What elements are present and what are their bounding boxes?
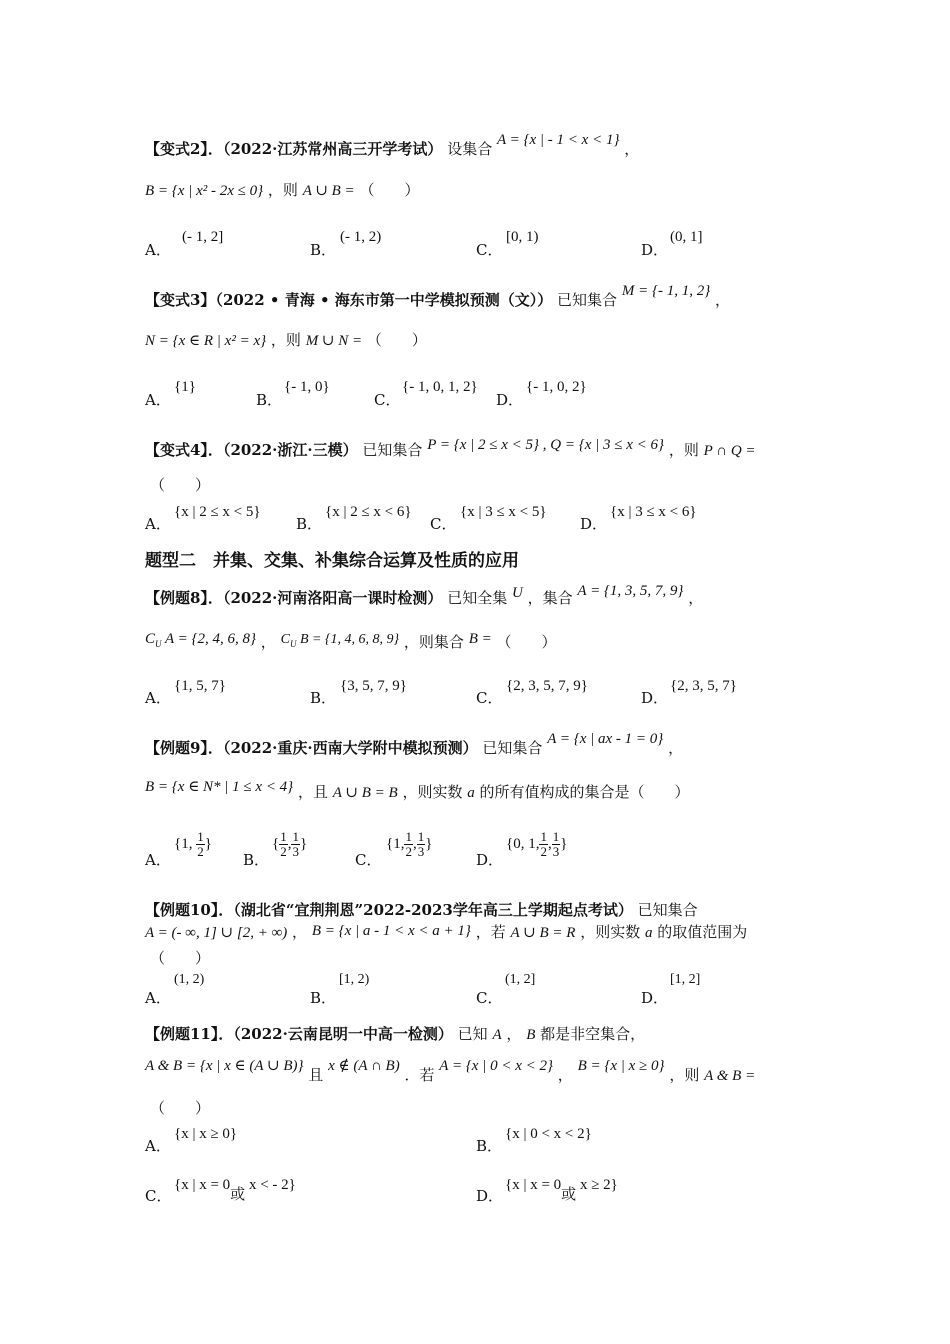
- expression: A & B =: [704, 1068, 756, 1084]
- text: ，则: [270, 331, 301, 349]
- option-a-value: {1}: [174, 379, 196, 395]
- problem-variant-2-line2: [145, 180, 419, 201]
- text: ，: [624, 140, 640, 158]
- text: ，则: [669, 1066, 700, 1084]
- set-a-definition: A = {1, 3, 5, 7, 9}: [577, 583, 684, 599]
- example-8: [145, 583, 704, 609]
- answer-paren: （ ）: [366, 331, 427, 349]
- problem-variant-2: [145, 132, 640, 160]
- option-b-value: {x | 0 < x < 2}: [505, 1126, 592, 1142]
- option-label-a: A．: [145, 1137, 171, 1155]
- option-label-d: D．: [476, 851, 504, 869]
- answer-paren: （ ）: [150, 1099, 211, 1117]
- set-a-definition: A = {x | 0 < x < 2}: [439, 1058, 553, 1074]
- option-label-d: D．: [641, 689, 669, 707]
- text: ，则集合: [403, 633, 464, 651]
- option-label-a: A．: [145, 515, 171, 533]
- text: ，: [688, 589, 704, 607]
- text: ，若: [475, 923, 506, 941]
- answer-paren: （ ）: [150, 476, 211, 494]
- option-b-value: [1, 2): [339, 972, 370, 987]
- set-b-definition: B = {x | a - 1 < x < a + 1}: [311, 923, 471, 939]
- option-label-b: B．: [256, 391, 283, 409]
- text: 都是非空集合，: [540, 1025, 646, 1043]
- problem-tag: 【例题8】．（2022·河南洛阳高一课时检测）: [145, 589, 443, 607]
- option-label-c: C．: [476, 241, 503, 259]
- text: ，则: [267, 181, 298, 199]
- text: 已知全集: [447, 589, 508, 607]
- text: ，集合: [527, 589, 573, 607]
- option-c-value: {x | x = 0或 x < - 2}: [174, 1177, 296, 1203]
- option-label-d: D．: [476, 1187, 504, 1205]
- option-b-value: (- 1, 2): [340, 229, 382, 245]
- example-8-line2: [145, 632, 557, 658]
- condition: A ∪ B = B: [332, 785, 398, 801]
- problem-variant-3-line2: [145, 330, 427, 351]
- option-a-value: {x | 2 ≤ x < 5}: [174, 504, 261, 520]
- example-10-line2: [145, 922, 747, 943]
- definition-cond: x ∉ (A ∩ B): [328, 1058, 400, 1074]
- option-label-a: A．: [145, 391, 171, 409]
- option-b-value: {- 1, 0}: [284, 379, 330, 395]
- option-c-value: [0, 1): [506, 229, 539, 245]
- set-b-definition: B = {x | x ≥ 0}: [577, 1058, 665, 1074]
- set-m-definition: M = {- 1, 1, 2}: [621, 283, 711, 299]
- option-d-value: {x | x = 0或 x ≥ 2}: [505, 1177, 618, 1203]
- option-b-value: {3, 5, 7, 9}: [340, 678, 407, 694]
- text: 已知: [457, 1025, 488, 1043]
- option-label-a: A．: [145, 989, 171, 1007]
- text: 的所有值构成的集合是（ ）: [479, 783, 690, 801]
- text: ，: [557, 1066, 573, 1084]
- option-label-c: C．: [476, 989, 503, 1007]
- answer-paren: （ ）: [150, 949, 211, 967]
- option-label-b: B．: [243, 851, 270, 869]
- option-d-value: {x | 3 ≤ x < 6}: [610, 504, 697, 520]
- option-d-value: {0, 1, $\frac{1}{2}$ , $\frac{1}{3}$ }: [506, 829, 568, 859]
- example-9-line2: [145, 779, 690, 803]
- expression: P ∩ Q =: [703, 443, 756, 459]
- option-c-value: {x | 3 ≤ x < 5}: [460, 504, 547, 520]
- set-n-definition: N = {x ∈ R | x² = x}: [145, 333, 267, 349]
- text: 已知集合: [362, 441, 423, 459]
- option-label-c: C．: [476, 689, 503, 707]
- text: 的取值范围为: [657, 923, 748, 941]
- problem-tag: 【例题10】．（湖北省“宜荆荆恩”2022-2023学年高三上学期起点考试）: [145, 901, 633, 919]
- text: ，则实数: [580, 923, 641, 941]
- text: ，则实数: [402, 783, 463, 801]
- text: ，: [292, 923, 308, 941]
- option-label-c: C．: [355, 851, 382, 869]
- option-label-b: B．: [296, 515, 323, 533]
- option-d-value: {2, 3, 5, 7}: [670, 678, 737, 694]
- example-11: [145, 1024, 645, 1045]
- text: ．若: [404, 1066, 435, 1084]
- problem-variant-4: [145, 437, 756, 461]
- problem-tag: 【变式3】（2022 • 青海 • 海东市第一中学模拟预测（文））: [145, 291, 553, 309]
- option-d-value: {- 1, 0, 2}: [526, 379, 587, 395]
- condition: A ∪ B = R: [510, 925, 576, 941]
- symbol-b: B: [526, 1027, 536, 1043]
- text: 已知集合: [557, 291, 618, 309]
- set-a-definition: A = (- ∞, 1] ∪ [2, + ∞): [145, 925, 288, 941]
- option-label-c: C．: [430, 515, 457, 533]
- option-label-c: C．: [145, 1187, 172, 1205]
- variable-a: a: [467, 785, 475, 801]
- option-label-d: D．: [580, 515, 608, 533]
- option-label-b: B．: [310, 989, 337, 1007]
- option-label-a: A．: [145, 241, 171, 259]
- option-c-value: {2, 3, 5, 7, 9}: [506, 678, 588, 694]
- option-label-d: D．: [496, 391, 524, 409]
- text: ，: [668, 739, 684, 757]
- option-a-value: (1, 2): [174, 972, 205, 987]
- option-label-b: B．: [310, 241, 337, 259]
- option-b-value: {x | 2 ≤ x < 6}: [325, 504, 412, 520]
- option-label-d: D．: [641, 241, 669, 259]
- set-a-definition: A = {x | - 1 < x < 1}: [497, 132, 620, 148]
- section-heading: 题型二 并集、交集、补集综合运算及性质的应用: [145, 551, 519, 571]
- option-c-value: (1, 2]: [505, 972, 536, 987]
- option-a-value: {1, 5, 7}: [174, 678, 226, 694]
- example-11-line2: [145, 1055, 756, 1084]
- problem-tag: 【变式4】．（2022·浙江·三模）: [145, 441, 358, 459]
- problem-tag: 【例题11】．（2022·云南昆明一中高一检测）: [145, 1025, 453, 1043]
- problem-variant-3: [145, 283, 730, 311]
- option-a-value: (- 1, 2]: [182, 229, 224, 245]
- expression: A ∪ B =: [302, 183, 355, 199]
- example-10: [145, 900, 698, 920]
- option-a-value: {x | x ≥ 0}: [174, 1126, 238, 1142]
- option-a-value: {1, $\frac{1}{2}$ }: [174, 829, 212, 859]
- option-d-value: [1, 2]: [670, 972, 701, 987]
- text: ，: [714, 291, 730, 309]
- text: 设集合: [447, 140, 493, 158]
- text: ，: [506, 1025, 522, 1043]
- option-label-b: B．: [310, 689, 337, 707]
- universal-set-symbol: U: [512, 585, 523, 601]
- definition-a-and-b: A & B = {x | x ∈ (A ∪ B)}: [145, 1058, 304, 1074]
- expression: M ∪ N =: [305, 333, 363, 349]
- option-b-value: { $\frac{1}{2}$ , $\frac{1}{3}$ }: [272, 829, 308, 859]
- expression: B =: [468, 631, 492, 647]
- problem-tag: 【例题9】．（2022·重庆·西南大学附中模拟预测）: [145, 739, 478, 757]
- option-label-a: A．: [145, 689, 171, 707]
- text: ，则: [668, 441, 699, 459]
- set-a-definition: A = {x | ax - 1 = 0}: [547, 731, 664, 747]
- option-c-value: {- 1, 0, 1, 2}: [402, 379, 478, 395]
- example-9: [145, 731, 684, 759]
- set-b-definition: B = {x | x² - 2x ≤ 0}: [145, 183, 264, 199]
- option-label-b: B．: [476, 1137, 503, 1155]
- answer-paren: （ ）: [359, 181, 420, 199]
- text: ，: [260, 633, 276, 651]
- option-d-value: (0, 1]: [670, 229, 703, 245]
- set-b-definition: B = {x ∈ N* | 1 ≤ x < 4}: [145, 779, 294, 795]
- text: 且: [308, 1066, 324, 1084]
- option-label-d: D．: [641, 989, 669, 1007]
- symbol-a: A: [492, 1027, 502, 1043]
- text: 已知集合: [637, 901, 698, 919]
- answer-paren: （ ）: [496, 633, 557, 651]
- text: ，且: [297, 783, 328, 801]
- problem-tag: 【变式2】．（2022·江苏常州高三开学考试）: [145, 140, 443, 158]
- sets-p-q-definition: P = {x | 2 ≤ x < 5} , Q = {x | 3 ≤ x < 6}: [427, 437, 665, 453]
- complement-b: $C_U$ B = {1, 4, 6, 8, 9}: [280, 632, 400, 649]
- option-label-a: A．: [145, 851, 171, 869]
- option-label-c: C．: [374, 391, 401, 409]
- variable-a: a: [645, 925, 653, 941]
- text: 已知集合: [482, 739, 543, 757]
- option-c-value: {1, $\frac{1}{2}$ , $\frac{1}{3}$ }: [386, 829, 433, 859]
- complement-a: $C_U$ A = {2, 4, 6, 8}: [145, 631, 257, 649]
